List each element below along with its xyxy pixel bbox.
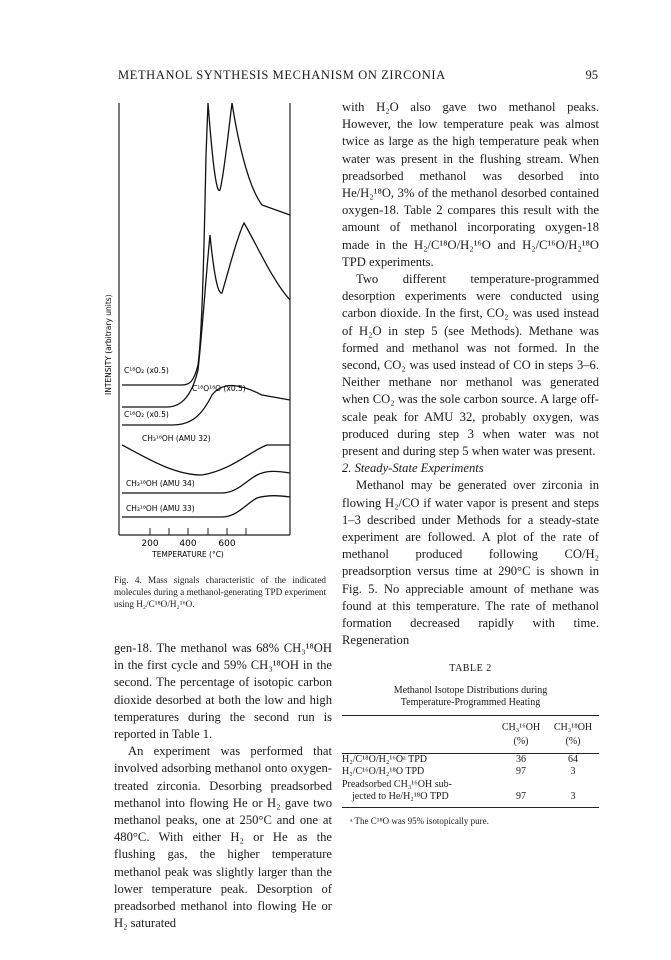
right-paragraph-2: Two different temperature-programmed desorption experiments were conducted using carbon dioxide. In the first, CO₂ was used instead of H₂O in step 5 (see Methods). Methane was formed and methanol was not formed. In the second, CO₂ was used instead of CO in steps 3–6. Neither methane nor methanol was generated when CO₂ was the sole carbon source. A large off-scale peak for AMU 32, probably oxygen, was produced during step 3 when water was not present and during step 5 when water was present. [342, 272, 599, 459]
tick-400: 400 [179, 539, 197, 549]
table-row: Preadsorbed CH₃¹⁶OH sub- [342, 778, 452, 790]
section-heading: 2. Steady-State Experiments [342, 461, 484, 476]
trace-c16o18o [122, 223, 290, 407]
table-subtitle-line-2: Temperature-Programmed Heating [400, 696, 541, 708]
table-subtitle-line-1: Methanol Isotope Distributions during [393, 684, 548, 696]
trace-ch3-16oh [122, 445, 290, 475]
running-header [118, 68, 598, 83]
label-ch3-18oh-34: CH₃¹⁸OH (AMU 34) [126, 479, 195, 488]
right-paragraph-1: with H₂O also gave two methanol peaks. However, the low temperature peak was almost twice as large as the high temperature peak when water was present in the flushing stream. When preadsorbed methanol was desorbed into He/H₂¹⁸O, 3% of the methanol desorbed contained oxygen-18. Table 2 compares this result with the amount of methanol incorporating oxygen-18 made in the H₂/C¹⁸O/H₂¹⁶O and H₂/C¹⁶O/H₂¹⁸O TPD experiments. [342, 100, 599, 269]
right-column [342, 99, 599, 830]
isotope-table [342, 715, 599, 808]
table-title: TABLE 2 [449, 662, 492, 674]
left-column [114, 640, 332, 932]
page-number: 95 [585, 68, 598, 82]
table-row: H₂/C¹⁶O/H₂¹⁸O TPD 97 3 [342, 766, 576, 778]
col-header-ch3-18oh: CH₃¹⁸OH (%) [553, 721, 593, 747]
running-title: METHANOL SYNTHESIS MECHANISM ON ZIRCONIA [118, 68, 446, 82]
right-paragraph-3: Methanol may be generated over zirconia in flowing H₂/CO if water vapor is present and steps 1–3 described under Methods for a steady-state experiment are followed. A plot of the rate of methanol produced following CO/H₂ preadsorption versus time at 290°C is shown in Fig. 5. No appreciable amount of methane was found at this temperature. The rate of methanol formation decreased rapidly with time. Regeneration [342, 478, 599, 648]
tpd-plot [104, 95, 328, 565]
figure-caption: Fig. 4. Mass signals characteristic of the indicated molecules during a methanol-generating TPD experiment using H₂/C¹⁸O/H₂¹⁶O. [114, 575, 326, 609]
tick-200: 200 [141, 539, 159, 549]
label-c16o2: C¹⁶O₂ (x0.5) [124, 410, 169, 419]
col-header-ch3-16oh: CH₃¹⁶OH (%) [501, 721, 541, 747]
left-paragraph-2: An experiment was performed that involved adsorbing methanol onto oxygen-treated zirconia. Desorbing preadsorbed methanol into flowing He or H₂ gave two methanol peaks, one at 250°C and one at 480°C. With either H₂ or He as the flushing gas, the higher temperature methanol peak was slightly larger than the lower temperature peak. Desorption of preadsorbed methanol into flowing He or H₂ saturated [114, 744, 332, 931]
label-c16o18o: C¹⁶O¹⁸O (x0.5) [192, 384, 246, 393]
label-ch3-18oh-33: CH₃¹⁸OH (AMU 33) [126, 504, 195, 513]
y-axis-label: INTENSITY (arbitrary units) [104, 294, 113, 395]
table-row-continued: jected to He/H₂¹⁸O TPD 97 3 [342, 791, 599, 807]
label-ch3-16oh: CH₃¹⁶OH (AMU 32) [142, 434, 211, 443]
label-c18o2: C¹⁸O₂ (x0.5) [124, 366, 169, 375]
figure-4 [104, 95, 328, 565]
tick-600: 600 [218, 539, 236, 549]
table-footnote: ᵃ The C¹⁸O was 95% isotopically pure. [350, 815, 489, 826]
x-ticks [150, 528, 246, 535]
x-axis-label: TEMPERATURE (°C) [152, 550, 224, 559]
left-paragraph-1: gen-18. The methanol was 68% CH₃¹⁸OH in the first cycle and 59% CH₃¹⁸OH in the second. The percentage of isotopic carbon dioxide desorbed at both the low and high temperatures during the second run is reported in Table 1. [114, 641, 332, 742]
trace-c18o2 [122, 103, 290, 385]
table-row: H₂/C¹⁸O/H₂¹⁶Oᵃ TPD 36 64 [342, 753, 578, 765]
table-subtitle [342, 685, 599, 709]
